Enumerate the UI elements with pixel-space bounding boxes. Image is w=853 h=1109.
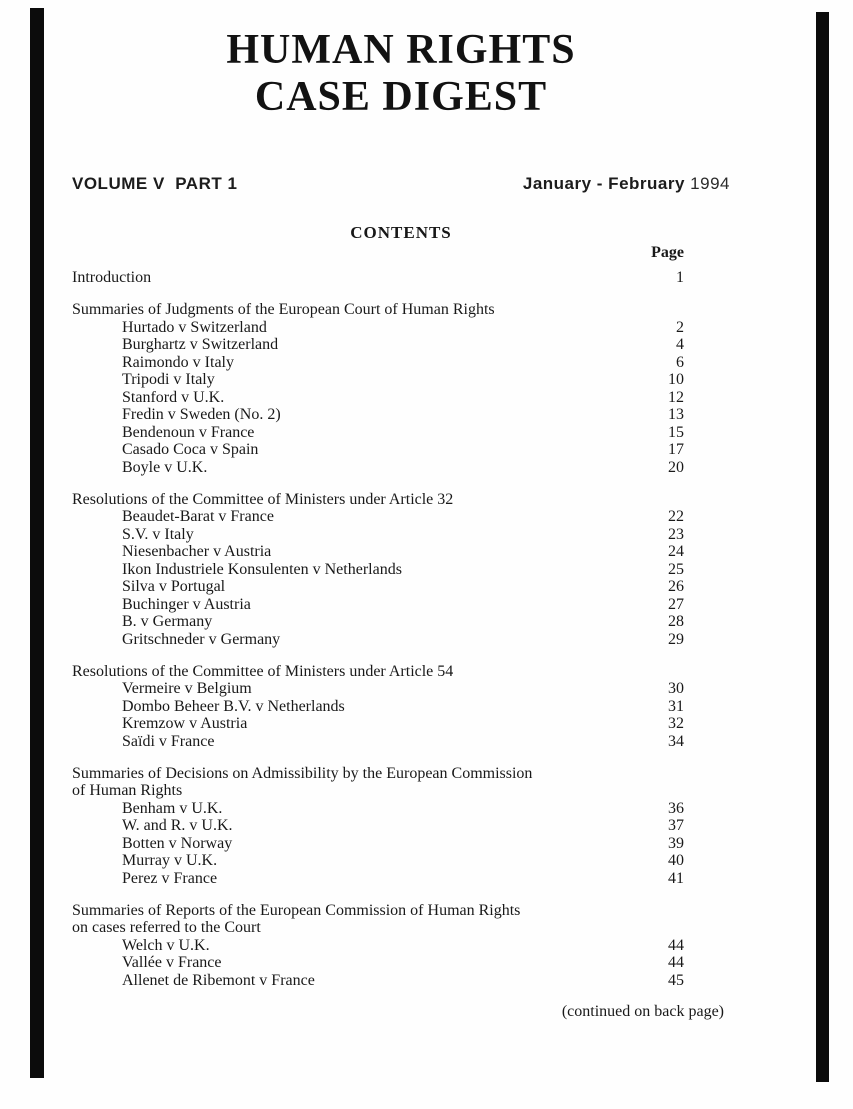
toc-entry-label: Saïdi v France bbox=[122, 732, 215, 750]
toc-entry bbox=[72, 733, 684, 751]
toc-entry-page: 23 bbox=[668, 525, 684, 543]
toc-entry-label: Welch v U.K. bbox=[122, 936, 210, 954]
toc-entry bbox=[72, 937, 684, 955]
toc-section-heading: Resolutions of the Committee of Ministers under Article 32 bbox=[72, 490, 454, 508]
toc-entry-label: Raimondo v Italy bbox=[122, 353, 234, 371]
toc-entry-page: 36 bbox=[668, 799, 684, 817]
toc-entry-label: Fredin v Sweden (No. 2) bbox=[122, 406, 281, 423]
toc-entry-page: 2 bbox=[676, 318, 684, 336]
toc-entry-label: Vermeire v Belgium bbox=[122, 680, 252, 697]
toc-sections bbox=[72, 301, 684, 989]
toc-entry bbox=[72, 526, 684, 544]
toc-entry bbox=[72, 336, 684, 354]
toc-entry bbox=[72, 817, 684, 835]
toc-entry-label: Stanford v U.K. bbox=[122, 388, 225, 406]
toc-entry-page: 12 bbox=[668, 388, 684, 406]
toc-entry-page: 40 bbox=[668, 852, 684, 869]
toc-entry-label: Tripodi v Italy bbox=[122, 371, 215, 388]
contents-heading: CONTENTS bbox=[350, 223, 452, 242]
toc-entry-page: 25 bbox=[668, 560, 684, 578]
table-of-contents bbox=[72, 244, 684, 989]
toc-entry-label: Vallée v France bbox=[122, 954, 222, 971]
toc-entry-label: Allenet de Ribemont v France bbox=[122, 971, 315, 989]
masthead bbox=[72, 27, 730, 241]
toc-entry bbox=[72, 371, 684, 389]
toc-entry bbox=[72, 406, 684, 424]
volume-issue-row bbox=[72, 174, 730, 194]
toc-entry-page: 44 bbox=[668, 954, 684, 971]
toc-entry-label: Dombo Beheer B.V. v Netherlands bbox=[122, 697, 345, 715]
issue-date bbox=[523, 174, 730, 194]
toc-entry-label: Casado Coca v Spain bbox=[122, 441, 259, 458]
toc-entry-label: Buchinger v Austria bbox=[122, 595, 251, 613]
toc-entry-label: Bendenoun v France bbox=[122, 423, 255, 441]
toc-entry-page: 24 bbox=[668, 543, 684, 560]
toc-section-heading: Summaries of Reports of the European Commission of Human Rights bbox=[72, 901, 521, 919]
toc-entry-page: 32 bbox=[668, 715, 684, 732]
toc-entry-page: 15 bbox=[668, 423, 684, 441]
toc-entry bbox=[72, 972, 684, 990]
toc-entry-label: Benham v U.K. bbox=[122, 799, 223, 817]
toc-entry-label: Kremzow v Austria bbox=[122, 715, 248, 732]
toc-section-heading: Summaries of Judgments of the European Court of Human Rights bbox=[72, 301, 495, 318]
toc-entry-label: Silva v Portugal bbox=[122, 578, 226, 595]
toc-entry-page: 45 bbox=[668, 971, 684, 989]
toc-section-heading: Resolutions of the Committee of Ministers under Article 54 bbox=[72, 662, 454, 680]
toc-entry bbox=[72, 715, 684, 733]
toc-entry bbox=[72, 319, 684, 337]
toc-entry bbox=[72, 870, 684, 888]
toc-section bbox=[72, 663, 684, 751]
toc-entry-page: 22 bbox=[668, 508, 684, 525]
toc-entry-label: Murray v U.K. bbox=[122, 852, 218, 869]
issue-months: January - February bbox=[522, 174, 685, 193]
toc-section-heading: Summaries of Decisions on Admissibility by the European Commission bbox=[72, 764, 533, 782]
publication-title-line2: CASE DIGEST bbox=[254, 74, 548, 120]
publication-title-line1: HUMAN RIGHTS bbox=[226, 27, 576, 73]
page-column-label: Page bbox=[651, 244, 684, 261]
toc-section bbox=[72, 491, 684, 649]
toc-entry-page: 10 bbox=[668, 371, 684, 388]
volume-part-label: VOLUME V PART 1 bbox=[72, 174, 238, 193]
toc-entry bbox=[72, 441, 684, 459]
toc-entry bbox=[72, 578, 684, 596]
toc-entry-page: 39 bbox=[668, 834, 684, 852]
toc-entry bbox=[72, 459, 684, 477]
toc-entry-page: 44 bbox=[668, 936, 684, 954]
toc-entry-label: Beaudet-Barat v France bbox=[122, 508, 274, 525]
toc-entry-page: 20 bbox=[668, 458, 684, 476]
toc-section-heading: of Human Rights bbox=[72, 782, 183, 799]
toc-entry bbox=[72, 800, 684, 818]
toc-entry-label: Niesenbacher v Austria bbox=[122, 543, 272, 560]
toc-entry-page: 41 bbox=[668, 869, 684, 887]
toc-entry bbox=[72, 561, 684, 579]
toc-entry-page: 30 bbox=[668, 680, 684, 697]
toc-entry bbox=[72, 835, 684, 853]
toc-entry-page: 13 bbox=[668, 406, 684, 423]
toc-entry bbox=[72, 424, 684, 442]
toc-entry-label: B. v Germany bbox=[122, 613, 213, 630]
toc-entry bbox=[72, 389, 684, 407]
toc-entry-label: Hurtado v Switzerland bbox=[122, 318, 267, 336]
toc-entry-label: W. and R. v U.K. bbox=[122, 817, 233, 834]
toc-entry bbox=[72, 680, 684, 698]
toc-entry bbox=[72, 954, 684, 972]
issue-year: 1994 bbox=[690, 174, 730, 193]
toc-entry bbox=[72, 698, 684, 716]
toc-entry-page: 1 bbox=[676, 269, 684, 286]
toc-entry bbox=[72, 543, 684, 561]
publication-title bbox=[72, 27, 730, 121]
toc-entry-label: Perez v France bbox=[122, 869, 218, 887]
toc-entry-page: 28 bbox=[668, 613, 684, 630]
toc-entry-page: 6 bbox=[676, 353, 684, 371]
toc-entry-page: 4 bbox=[676, 336, 684, 353]
toc-entry bbox=[72, 631, 684, 649]
toc-entry-page: 17 bbox=[668, 441, 684, 458]
toc-section-heading: on cases referred to the Court bbox=[72, 919, 261, 936]
toc-entry-label: Ikon Industriele Konsulenten v Netherlands bbox=[122, 560, 402, 578]
toc-entry bbox=[72, 613, 684, 631]
toc-section bbox=[72, 902, 684, 990]
toc-entry-label: Introduction bbox=[72, 269, 152, 286]
toc-entry-label: Boyle v U.K. bbox=[122, 458, 208, 476]
toc-entry bbox=[72, 354, 684, 372]
toc-entry-page: 34 bbox=[668, 732, 684, 750]
toc-entry-label: Burghartz v Switzerland bbox=[122, 336, 279, 353]
toc-section bbox=[72, 301, 684, 476]
toc-entry-page: 26 bbox=[668, 578, 684, 595]
toc-entry-label: Gritschneder v Germany bbox=[122, 630, 281, 648]
continued-note: (continued on back page) bbox=[561, 1003, 724, 1020]
toc-entry-page: 29 bbox=[668, 630, 684, 648]
toc-entry bbox=[72, 508, 684, 526]
toc-entry-introduction bbox=[72, 269, 684, 287]
toc-entry bbox=[72, 852, 684, 870]
toc-entry-page: 27 bbox=[668, 595, 684, 613]
toc-entry-page: 31 bbox=[668, 697, 684, 715]
toc-section bbox=[72, 765, 684, 888]
toc-entry bbox=[72, 596, 684, 614]
toc-entry-label: Botten v Norway bbox=[122, 834, 233, 852]
toc-entry-label: S.V. v Italy bbox=[122, 525, 194, 543]
toc-entry-page: 37 bbox=[668, 817, 684, 834]
page-content bbox=[0, 27, 853, 1021]
